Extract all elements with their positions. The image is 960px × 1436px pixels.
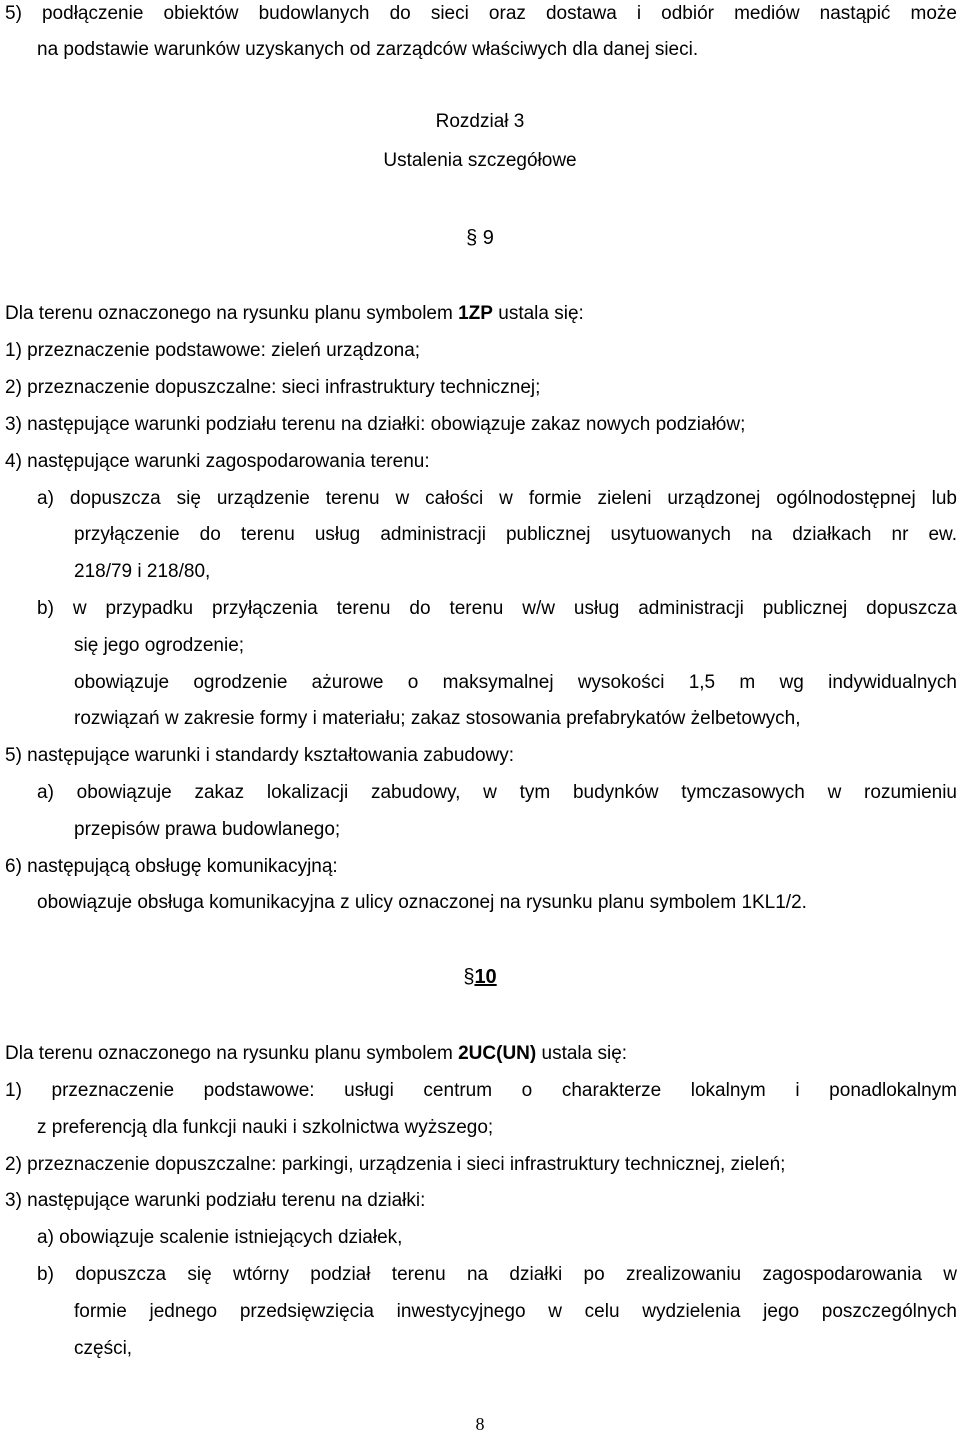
s10-item-1-line-2: z preferencją dla funkcji nauki i szkolnictwa wyższego; — [37, 1117, 494, 1138]
s9-item-4a-line-1: a) dopuszcza się urządzenie terenu w całości w formie zieleni urządzonej ogólnodostępnej lub — [37, 488, 957, 509]
section-10-number: 10 — [474, 966, 497, 988]
intro-line-2: na podstawie warunków uzyskanych od zarządców właściwych dla danej sieci. — [37, 39, 699, 60]
s10-item-3b-line-2: formie jednego przedsięwzięcia inwestycyjnego w celu wydzielenia jego poszczególnych — [74, 1301, 957, 1322]
s9-item-4: 4) następujące warunki zagospodarowania terenu: — [5, 451, 430, 472]
section-9-lead-text: Dla terenu oznaczonego na rysunku planu symbolem — [5, 303, 459, 324]
section-10-lead-text: Dla terenu oznaczonego na rysunku planu symbolem — [5, 1043, 459, 1064]
section-9-lead — [5, 302, 584, 326]
s9-item-4b-line-4: rozwiązań w zakresie formy i materiału; zakaz stosowania prefabrykatów żelbetowych, — [74, 708, 801, 729]
s9-item-5a-line-2: przepisów prawa budowlanego; — [74, 819, 341, 840]
page-number: 8 — [475, 1414, 485, 1434]
s9-item-4b-line-3: obowiązuje ogrodzenie ażurowe o maksymalnej wysokości 1,5 m wg indywidualnych — [74, 672, 957, 693]
section-10-mark — [0, 965, 960, 989]
s9-item-6-line-2: obowiązuje obsługa komunikacyjna z ulicy oznaczonej na rysunku planu symbolem 1KL1/2. — [37, 892, 807, 913]
chapter-subtitle: Ustalenia szczegółowe — [383, 150, 577, 171]
section-10-lead-end: ustala się: — [536, 1043, 628, 1064]
s10-item-2: 2) przeznaczenie dopuszczalne: parkingi, urządzenia i sieci infrastruktury technicznej, zieleń; — [5, 1154, 786, 1175]
section-10-symbol-code: 2UC(UN) — [458, 1043, 537, 1064]
s9-item-1: 1) przeznaczenie podstawowe: zieleń urządzona; — [5, 340, 421, 361]
section-10-lead — [5, 1042, 627, 1066]
s10-item-3b-line-1: b) dopuszcza się wtórny podział terenu na działki po zrealizowaniu zagospodarowania w — [37, 1264, 957, 1285]
s10-item-3: 3) następujące warunki podziału terenu na działki: — [5, 1190, 426, 1211]
s9-item-5a-line-1: a) obowiązuje zakaz lokalizacji zabudowy, w tym budynków tymczasowych w rozumieniu — [37, 782, 957, 803]
s9-item-2: 2) przeznaczenie dopuszczalne: sieci infrastruktury technicznej; — [5, 377, 541, 398]
section-9-symbol: 1ZP — [458, 303, 493, 324]
intro-line-1: 5) podłączenie obiektów budowlanych do sieci oraz dostawa i odbiór mediów nastąpić może — [5, 3, 957, 24]
s9-item-5: 5) następujące warunki i standardy kształtowania zabudowy: — [5, 745, 515, 766]
s9-item-4a-line-3: 218/79 i 218/80, — [74, 561, 211, 582]
s9-item-6: 6) następującą obsługę komunikacyjną: — [5, 856, 338, 877]
s10-item-3b-line-3: części, — [74, 1338, 133, 1359]
s9-item-4b-line-1: b) w przypadku przyłączenia terenu do terenu w/w usług administracji publicznej dopuszcza — [37, 598, 957, 619]
s10-item-1-line-1: 1) przeznaczenie podstawowe: usługi centrum o charakterze lokalnym i ponadlokalnym — [5, 1080, 957, 1101]
s10-item-3a: a) obowiązuje scalenie istniejących działek, — [37, 1227, 403, 1248]
s9-item-4b-line-2: się jego ogrodzenie; — [74, 635, 245, 656]
section-9-lead-end: ustala się: — [492, 303, 584, 324]
s9-item-4a-line-2: przyłączenie do terenu usług administracji publicznej usytuowanych na działkach nr ew. — [74, 524, 957, 545]
s9-item-3: 3) następujące warunki podziału terenu na działki: obowiązuje zakaz nowych podziałów; — [5, 414, 746, 435]
section-10-symbol: § — [463, 966, 475, 988]
chapter-title: Rozdział 3 — [435, 111, 525, 132]
section-9-mark: § 9 — [466, 227, 494, 249]
